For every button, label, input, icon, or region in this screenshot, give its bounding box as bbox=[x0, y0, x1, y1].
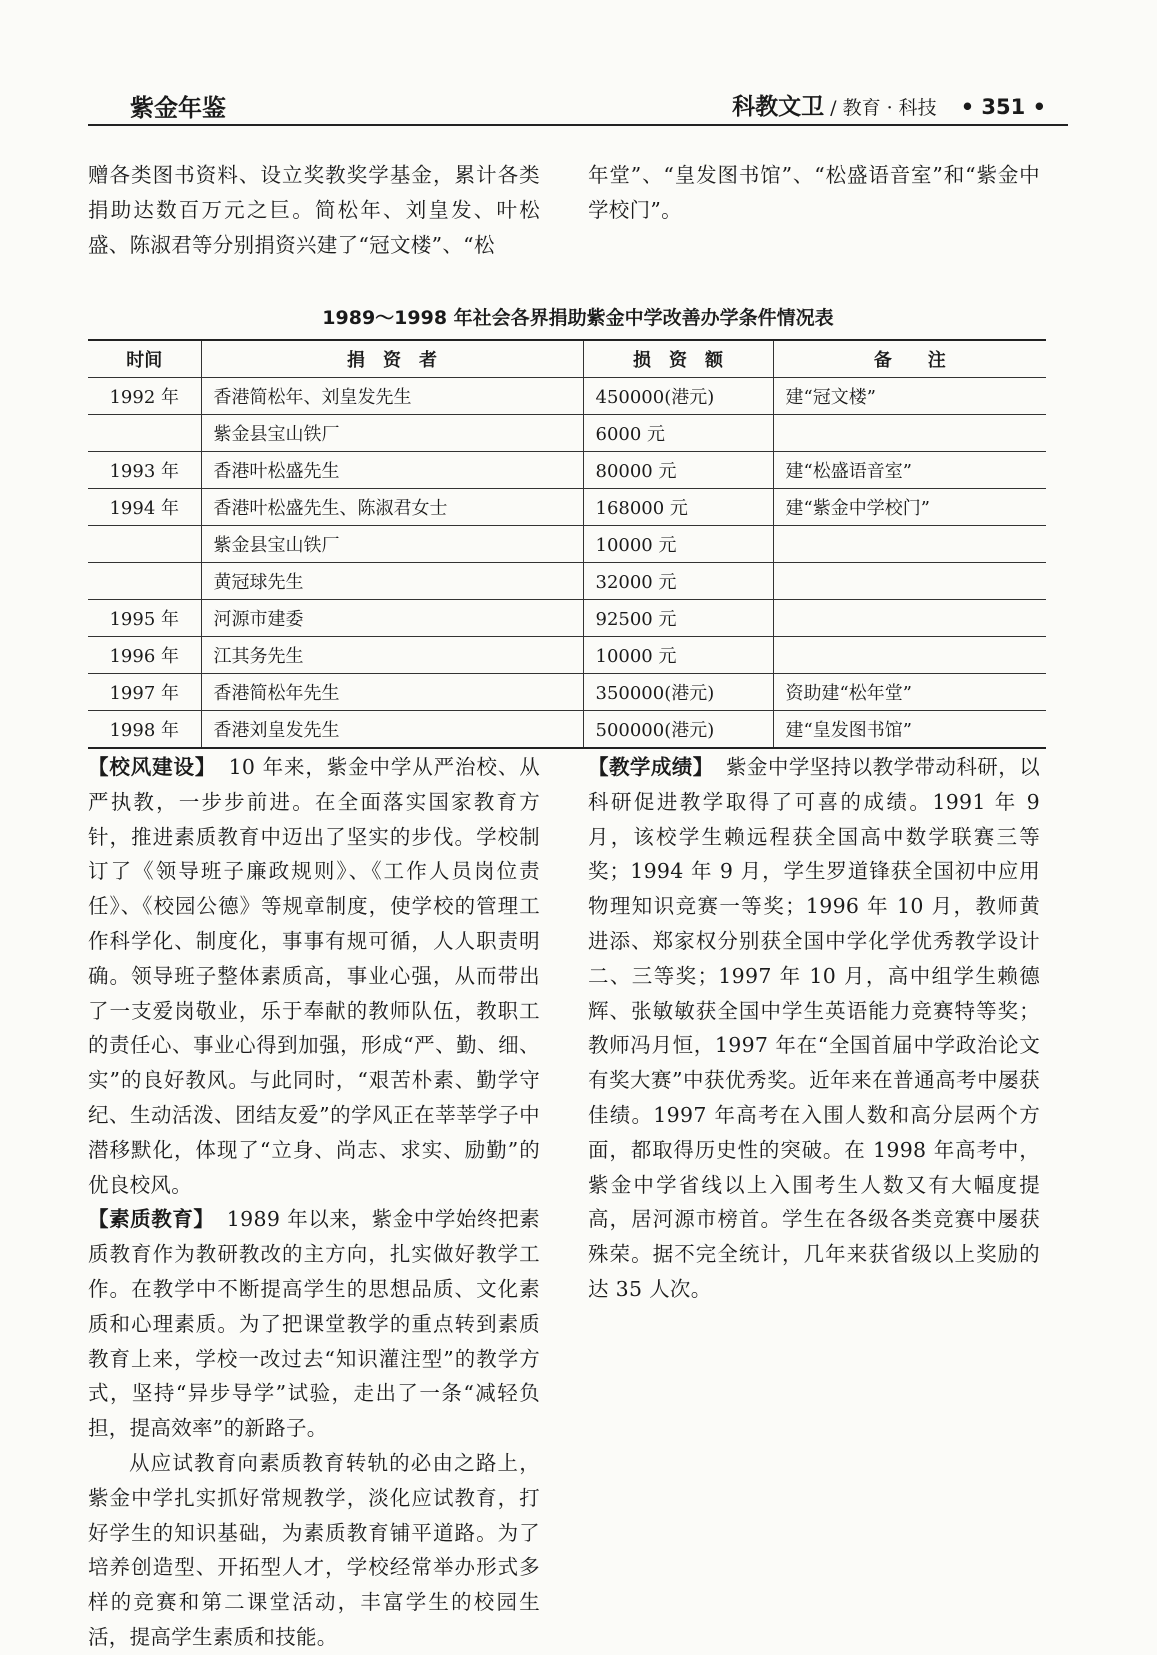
cell-donor: 江其务先生 bbox=[201, 637, 583, 674]
cell-year bbox=[88, 415, 201, 452]
cell-amount: 80000 元 bbox=[583, 452, 773, 489]
cell-note bbox=[773, 563, 1046, 600]
table-row bbox=[88, 526, 1046, 563]
cell-donor: 香港叶松盛先生 bbox=[201, 452, 583, 489]
table-row bbox=[88, 452, 1046, 489]
intro-left-paragraph: 赠各类图书资料、设立奖教奖学基金，累计各类捐助达数百万元之巨。简松年、刘皇发、叶松盛、陈淑君等分别捐资兴建了“冠文楼”、“松 bbox=[88, 163, 540, 257]
cell-year bbox=[88, 563, 201, 600]
intro-right-column bbox=[588, 158, 1040, 228]
cell-year: 1997 年 bbox=[88, 674, 201, 711]
table-title: 1989～1998 年社会各界捐助紫金中学改善办学条件情况表 bbox=[322, 307, 834, 329]
body-right-column bbox=[588, 750, 1040, 1307]
cell-year: 1996 年 bbox=[88, 637, 201, 674]
table-row bbox=[88, 711, 1046, 749]
cell-note bbox=[773, 600, 1046, 637]
cell-amount: 10000 元 bbox=[583, 637, 773, 674]
suzhi-heading: 【素质教育】 bbox=[88, 1207, 215, 1232]
header-right bbox=[732, 88, 1046, 121]
cell-amount: 168000 元 bbox=[583, 489, 773, 526]
cell-note: 建“皇发图书馆” bbox=[773, 711, 1046, 749]
table-row bbox=[88, 415, 1046, 452]
column-header-amount: 损 资 额 bbox=[583, 340, 773, 378]
table-row bbox=[88, 563, 1046, 600]
cell-note bbox=[773, 415, 1046, 452]
cell-donor: 香港简松年、刘皇发先生 bbox=[201, 378, 583, 415]
cell-note bbox=[773, 637, 1046, 674]
xiaofeng-text: 10 年来，紫金中学从严治校、从严执教，一步步前进。在全面落实国家教育方针，推进素质教育中迈出了坚实的步伐。学校制订了《领导班子廉政规则》、《工作人员岗位责任》、《校园公德》等规章制度，使学校的管理工作科学化、制度化，事事有规可循，人人职责明确。领导班子整体素质高，事业心强，从而带出了一支爱岗敬业，乐于奉献的教师队伍，教职工的责任心、事业心得到加强，形成“严、勤、细、实”的良好教风。与此同时，“艰苦朴素、勤学守纪、生动活泼、团结友爱”的学风正在莘莘学子中潜移默化，体现了“立身、尚志、求实、励勤”的优良校风。 bbox=[88, 755, 540, 1197]
cell-note: 资助建“松年堂” bbox=[773, 674, 1046, 711]
cell-year: 1992 年 bbox=[88, 378, 201, 415]
suzhi-text: 1989 年以来，紫金中学始终把素质教育作为教研教改的主方向，扎实做好教学工作。在教学中不断提高学生的思想品质、文化素质和心理素质。为了把课堂教学的重点转到素质教育上来，学校一改过去“知识灌注型”的教学方式，坚持“异步导学”试验，走出了一条“减轻负担，提高效率”的新路子。 bbox=[88, 1207, 540, 1441]
cell-year: 1998 年 bbox=[88, 711, 201, 749]
table-row bbox=[88, 674, 1046, 711]
cell-amount: 500000(港元) bbox=[583, 711, 773, 749]
cell-amount: 350000(港元) bbox=[583, 674, 773, 711]
subsection-title: / 教育 · 科技 bbox=[830, 97, 937, 119]
cell-donor: 香港叶松盛先生、陈淑君女士 bbox=[201, 489, 583, 526]
jiaoxue-heading: 【教学成绩】 bbox=[588, 755, 714, 779]
cell-donor: 黄冠球先生 bbox=[201, 563, 583, 600]
suzhi-continued-paragraph: 从应试教育向素质教育转轨的必由之路上，紫金中学扎实抓好常规教学，淡化应试教育，打好学生的知识基础，为素质教育铺平道路。为了培养创造型、开拓型人才，学校经常举办形式多样的竞赛和第二课堂活动，丰富学生的校园生活，提高学生素质和技能。 bbox=[88, 1450, 540, 1649]
cell-amount: 92500 元 bbox=[583, 600, 773, 637]
cell-year: 1995 年 bbox=[88, 600, 201, 637]
cell-year bbox=[88, 526, 201, 563]
book-title: 紫金年鉴 bbox=[130, 94, 226, 122]
cell-amount: 10000 元 bbox=[583, 526, 773, 563]
cell-donor: 香港简松年先生 bbox=[201, 674, 583, 711]
cell-amount: 32000 元 bbox=[583, 563, 773, 600]
jiaoxue-paragraph bbox=[588, 750, 1040, 1307]
cell-donor: 河源市建委 bbox=[201, 600, 583, 637]
cell-donor: 紫金县宝山铁厂 bbox=[201, 526, 583, 563]
cell-year: 1994 年 bbox=[88, 489, 201, 526]
table-header-row bbox=[88, 340, 1046, 378]
table-row bbox=[88, 489, 1046, 526]
body-left-column bbox=[88, 750, 540, 1649]
page-number: • 351 • bbox=[960, 95, 1046, 119]
jiaoxue-text: 紫金中学坚持以教学带动科研，以科研促进教学取得了可喜的成绩。1991 年 9 月，该校学生赖远程获全国高中数学联赛三等奖；1994 年 9 月，学生罗道锋获全国初中应用物理知识竞赛一等奖；1996 年 10 月，教师黄进添、郑家权分别获全国中学化学优秀教学设计二、三等奖；1997 年 10 月，高中组学生赖德辉、张敏敏获全国中学生英语能力竞赛特等奖；教师冯月恒，1997 年在“全国首届中学政治论文有奖大赛”中获优秀奖。近年来在普通高考中屡获佳绩。1997 年高考在入围人数和高分层两个方面，都取得历史性的突破。在 1998 年高考中，紫金中学省线以上入围考生人数又有大幅度提高，居河源市榜首。学生在各级各类竞赛中屡获殊荣。据不完全统计，几年来获省级以上奖励的达 35 人次。 bbox=[588, 755, 1040, 1301]
table-row bbox=[88, 378, 1046, 415]
table-row bbox=[88, 637, 1046, 674]
section-title: 科教文卫 bbox=[732, 94, 825, 120]
donation-table bbox=[88, 339, 1046, 749]
column-header-note: 备 注 bbox=[773, 340, 1046, 378]
intro-right-paragraph: 年堂”、“皇发图书馆”、“松盛语音室”和“紫金中学校门”。 bbox=[588, 163, 1040, 222]
running-header bbox=[88, 86, 1068, 126]
suzhi-paragraph bbox=[88, 1202, 540, 1446]
column-header-time: 时间 bbox=[88, 340, 201, 378]
cell-donor: 香港刘皇发先生 bbox=[201, 711, 583, 749]
cell-year: 1993 年 bbox=[88, 452, 201, 489]
intro-left-column bbox=[88, 158, 540, 262]
cell-donor: 紫金县宝山铁厂 bbox=[201, 415, 583, 452]
cell-note: 建“冠文楼” bbox=[773, 378, 1046, 415]
column-header-donor: 捐 资 者 bbox=[201, 340, 583, 378]
cell-amount: 6000 元 bbox=[583, 415, 773, 452]
xiaofeng-paragraph bbox=[88, 750, 540, 1202]
table-row bbox=[88, 600, 1046, 637]
cell-note: 建“松盛语音室” bbox=[773, 452, 1046, 489]
cell-note: 建“紫金中学校门” bbox=[773, 489, 1046, 526]
cell-amount: 450000(港元) bbox=[583, 378, 773, 415]
xiaofeng-heading: 【校风建设】 bbox=[88, 755, 217, 779]
cell-note bbox=[773, 526, 1046, 563]
